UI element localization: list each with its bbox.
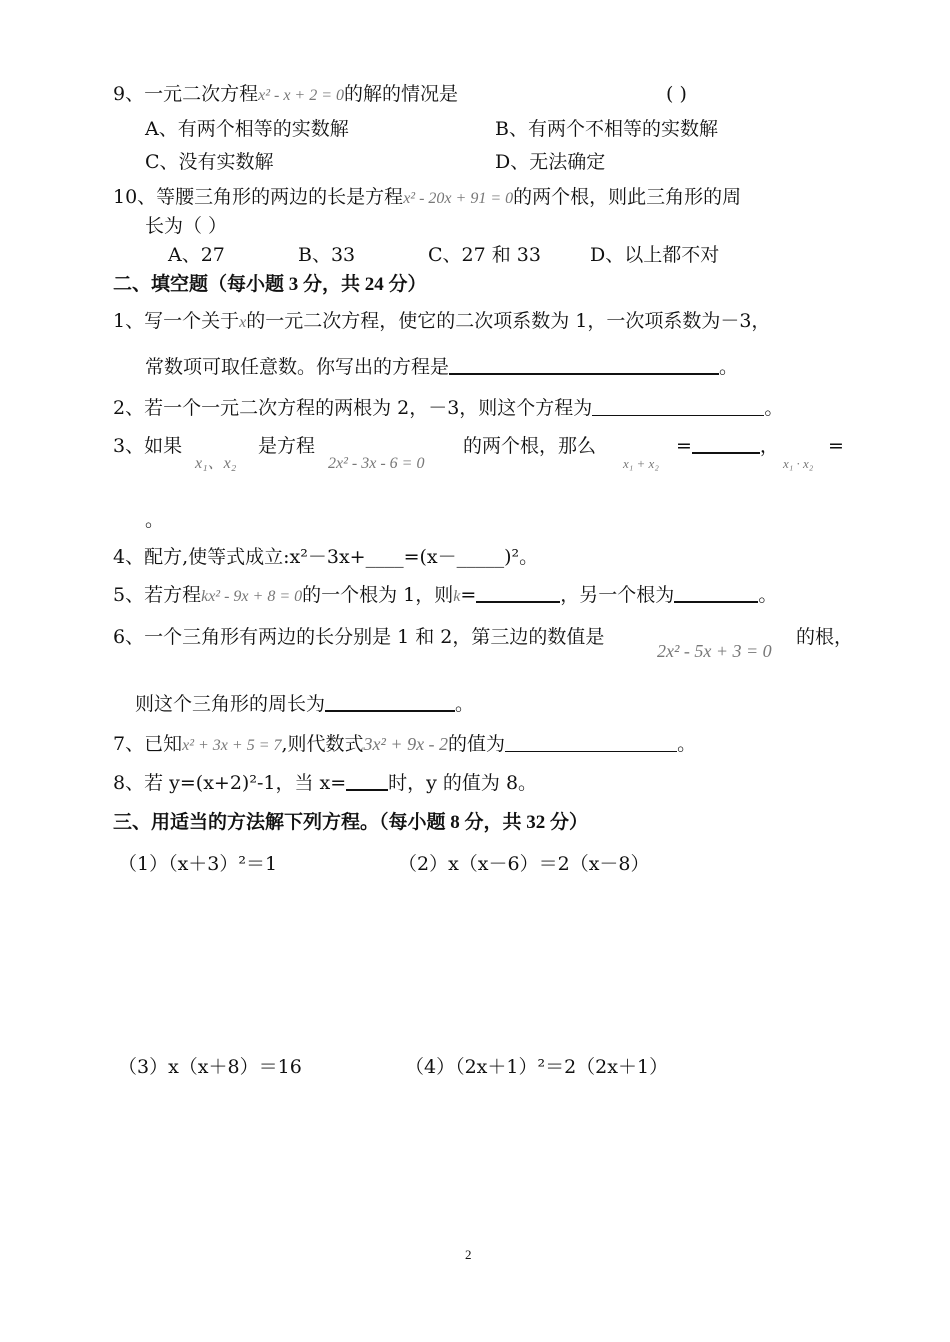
q9-text: 9、一元二次方程 xyxy=(113,83,259,105)
s2-q4-line: 4、配方,使等式成立:x²－3x+____=(x－_____)²。 xyxy=(113,546,539,568)
q10-equation: x² - 20x + 91 = 0 xyxy=(403,190,514,207)
q9-equation: x² - x + 2 = 0 xyxy=(258,87,345,104)
s2-q5-line xyxy=(113,583,777,609)
s2-q1-line2 xyxy=(145,355,738,379)
q9-option-a: A、有两个相等的实数解 xyxy=(145,118,349,140)
s2-q6-line2 xyxy=(135,692,474,716)
q10-line xyxy=(113,185,741,211)
s2-q5-equation: kx² - 9x + 8 = 0 xyxy=(201,588,303,605)
section2-heading: 二、填空题（每小题 3 分，共 24 分） xyxy=(113,274,427,295)
s2-q3-product: x₁ · x₂ xyxy=(783,456,814,471)
s2-q7-end: 。 xyxy=(677,733,697,755)
section3-heading: 三、用适当的方法解下列方程。（每小题 8 分，共 32 分） xyxy=(113,812,589,833)
s2-q6-text-c: 则这个三角形的周长为 xyxy=(135,693,326,715)
s2-q3-sum-answer xyxy=(676,434,779,458)
q9-text-end: 的解的情况是 xyxy=(344,83,459,105)
s2-q8-text-a: 8、若 y=(x+2)²-1，当 x= xyxy=(113,772,347,794)
s2-q1-line xyxy=(113,309,770,335)
s2-q3-equals2: = xyxy=(828,435,844,457)
s2-q2-line xyxy=(113,396,783,420)
q9-answer-paren: ( ) xyxy=(666,83,687,105)
s2-q5-k-blank[interactable] xyxy=(476,583,560,603)
q9-option-c: C、没有实数解 xyxy=(145,151,274,173)
s2-q5-k: k xyxy=(453,588,461,605)
q10-option-d: D、以上都不对 xyxy=(590,244,720,266)
s3-problem-3: （3）x（x＋8）＝16 xyxy=(118,1056,302,1078)
s2-q3-sum-blank[interactable] xyxy=(692,434,760,454)
s2-q6-equation: 2x² - 5x + 3 = 0 xyxy=(657,641,772,661)
q10-line2: 长为（ ） xyxy=(145,215,228,237)
s2-q3-text-a: 3、如果 xyxy=(113,435,183,457)
s2-q7-line xyxy=(113,732,696,758)
s2-q1-text-b: 的一元二次方程，使它的二次项系数为 1，一次项系数为－3， xyxy=(246,310,771,332)
s2-q7-text-b: ,则代数式 xyxy=(281,733,364,755)
q10-option-c: C、27 和 33 xyxy=(428,244,541,266)
s2-q3-equation: 2x² - 3x - 6 = 0 xyxy=(328,455,425,472)
s2-q2-text: 2、若一个一元二次方程的两根为 2，－3，则这个方程为 xyxy=(113,397,593,419)
s2-q5-end: 。 xyxy=(758,584,778,606)
s2-q5-equals: = xyxy=(460,584,477,606)
s2-q3-end: 。 xyxy=(145,509,165,531)
s2-q5-text-d: ，另一个根为 xyxy=(560,584,675,606)
s2-q6-answer-blank[interactable] xyxy=(325,692,455,712)
page-number: 2 xyxy=(465,1247,472,1262)
s2-q7-text-c: 的值为 xyxy=(448,733,506,755)
s3-problem-1: （1）（x＋3）²＝1 xyxy=(118,853,278,875)
q10-text: 10、等腰三角形的两边的长是方程 xyxy=(113,186,404,208)
s2-q2-end: 。 xyxy=(764,397,784,419)
s2-q3-text-c: 的两个根，那么 xyxy=(463,435,597,457)
s3-problem-2: （2）x（x－6）＝2（x－8） xyxy=(398,853,650,875)
s2-q8-text-b: 时，y 的值为 8。 xyxy=(388,772,538,794)
s2-q5-text-b: 的一个根为 1，则 xyxy=(302,584,454,606)
s2-q1-var: x xyxy=(239,314,247,331)
q10-text-end: 的两个根，则此三角形的周 xyxy=(513,186,742,208)
s2-q1-text: 1、写一个关于 xyxy=(113,310,240,332)
s2-q3-text-b: 是方程 xyxy=(258,435,316,457)
s2-q5-root-blank[interactable] xyxy=(674,583,758,603)
s2-q3-sum: x₁ + x₂ xyxy=(623,456,659,471)
s2-q7-equation2: 3x² + 9x - 2 xyxy=(363,734,449,754)
q10-option-b: B、33 xyxy=(298,244,356,266)
s2-q1-answer-blank[interactable] xyxy=(449,355,719,375)
s2-q6-end: 。 xyxy=(455,693,475,715)
s2-q3-comma: ， xyxy=(759,435,779,457)
s2-q7-equation1: x² + 3x + 5 = 7 xyxy=(182,737,282,754)
s2-q3-equals: = xyxy=(676,435,692,457)
q9-option-b: B、有两个不相等的实数解 xyxy=(495,118,718,140)
s2-q1-end: 。 xyxy=(719,356,739,378)
s2-q7-answer-blank[interactable] xyxy=(505,733,677,752)
q10-option-a: A、27 xyxy=(168,244,225,266)
s2-q8-line xyxy=(113,771,537,795)
s2-q5-text-a: 5、若方程 xyxy=(113,584,202,606)
s3-problem-4: （4）（2x＋1）²＝2（2x＋1） xyxy=(405,1056,669,1078)
s2-q1-text-c: 常数项可取任意数。你写出的方程是 xyxy=(145,356,450,378)
q9-option-d: D、无法确定 xyxy=(495,151,606,173)
s2-q6-text-a: 6、一个三角形有两边的长分别是 1 和 2，第三边的数值是 xyxy=(113,626,605,648)
s2-q6-text-b: 的根， xyxy=(796,626,854,648)
s2-q7-text-a: 7、已知 xyxy=(113,733,183,755)
s2-q2-answer-blank[interactable] xyxy=(592,397,764,416)
s2-q3-roots: x₁、x₂ xyxy=(195,455,237,472)
q9-line xyxy=(113,82,458,108)
s2-q8-answer-blank[interactable] xyxy=(346,771,388,791)
